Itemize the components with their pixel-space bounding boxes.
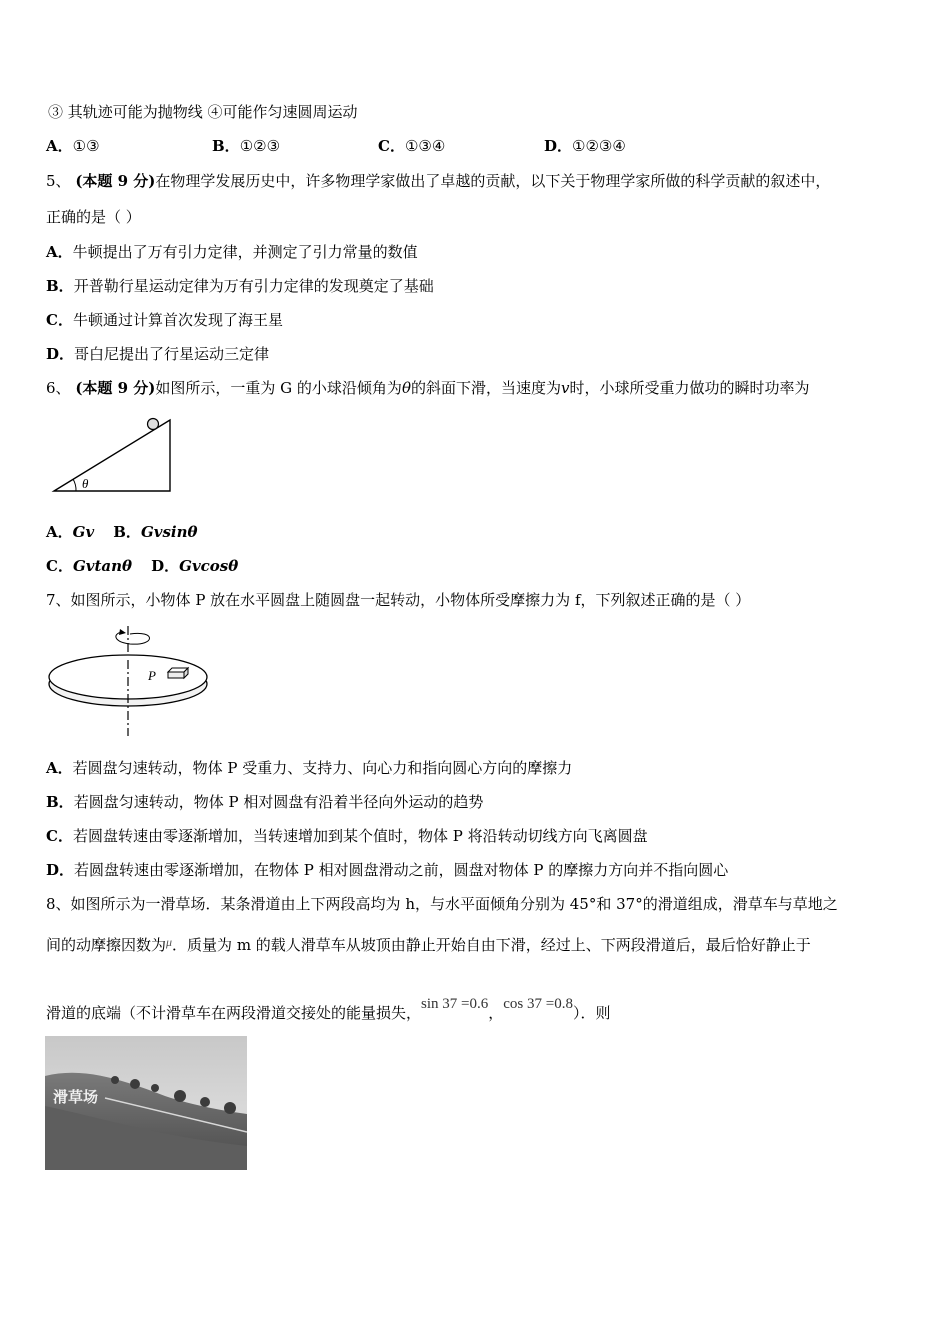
ball: [148, 419, 159, 430]
q6-options-row1: [46, 522, 198, 542]
q6-stem: 6、 (本题 9 分)如图所示，一重为 G 的小球沿倾角为θ的斜面下滑，当速度为v时，小球所受重力做功的瞬时功率为: [46, 379, 810, 397]
q4-statements: ③ 其轨迹可能为抛物线 ④可能作匀速圆周运动: [48, 103, 358, 121]
q5-option-d[interactable]: D．哥白尼提出了行星运动三定律: [46, 345, 270, 363]
grass-ski-photo: [45, 1036, 247, 1170]
mu-symbol: μ: [166, 935, 173, 949]
q5-stem-text: 在物理学发展历史中，许多物理学家做出了卓越的贡献，以下关于物理学家所做的科学贡献的叙述中，: [155, 172, 831, 190]
q5-stem-line2: 正确的是（ ）: [46, 208, 141, 226]
q6-score: (本题 9 分): [75, 379, 156, 397]
q4-option-a[interactable]: A．①③: [46, 137, 100, 155]
turntable-figure: [46, 624, 212, 738]
q5-option-b[interactable]: B．开普勒行星运动定律为万有引力定律的发现奠定了基础: [46, 277, 434, 295]
theta-label: θ: [82, 476, 89, 491]
formula-sin37: sin 37 =0.6: [421, 996, 489, 1012]
q8-stem-line2: 间的动摩擦因数为$^\mu$．质量为 m 的载人滑草车从坡顶由静止开始自由下滑，经过上、下两段滑道后，最后恰好静止于: [46, 935, 811, 954]
q6-option-c[interactable]: C．Gvtanθ: [46, 557, 133, 575]
q5-option-c[interactable]: C．牛顿通过计算首次发现了海王星: [46, 311, 283, 329]
q5-option-a[interactable]: A．牛顿提出了万有引力定律，并测定了引力常量的数值: [46, 243, 418, 261]
photo-sign-text: 滑草场: [53, 1090, 99, 1106]
q7-stem: [46, 590, 750, 610]
q7-stem-text: 如图所示，小物体 P 放在水平圆盘上随圆盘一起转动，小物体所受摩擦力为 f，下列叙述正确的是（ ）: [70, 591, 751, 609]
q6-option-a[interactable]: A．Gv: [46, 523, 95, 541]
q8-stem-line3: 滑道的底端（不计滑草车在两段滑道交接处的能量损失，sin 37 =0.6，cos 37 =0.8）．则: [46, 996, 611, 1022]
q7-number: 7、: [46, 591, 71, 609]
rotation-arrowhead: [119, 629, 126, 635]
block-p-front: [168, 672, 184, 678]
q4-options: [46, 136, 626, 156]
q4-option-d[interactable]: D．①②③④: [544, 137, 626, 155]
q4-option-c[interactable]: C．①③④: [378, 137, 446, 155]
q5-score: (本题 9 分): [75, 172, 156, 190]
angle-arc: [73, 479, 76, 491]
p-label: P: [148, 668, 156, 683]
q6-option-d[interactable]: D．Gvcosθ: [151, 557, 239, 575]
q6-number: 6、: [46, 379, 71, 397]
q5-number: 5、: [46, 172, 71, 190]
q4-option-b[interactable]: B．①②③: [212, 137, 281, 155]
q8-number: 8、: [46, 895, 71, 913]
q7-option-d[interactable]: D．若圆盘转速由零逐渐增加，在物体 P 相对圆盘滑动之前，圆盘对物体 P 的摩擦力方向并不指向圆心: [46, 861, 729, 879]
q6-options-row2: [46, 556, 238, 576]
q6-option-b[interactable]: B．Gvsinθ: [113, 523, 198, 541]
q7-option-c[interactable]: C．若圆盘转速由零逐渐增加，当转速增加到某个值时，物体 P 将沿转动切线方向飞离圆盘: [46, 827, 648, 845]
q5-stem-line1: [46, 171, 830, 191]
q7-option-b[interactable]: B．若圆盘匀速转动，物体 P 相对圆盘有沿着半径向外运动的趋势: [46, 793, 484, 811]
q7-option-a[interactable]: A．若圆盘匀速转动，物体 P 受重力、支持力、向心力和指向圆心方向的摩擦力: [46, 759, 573, 777]
incline-triangle: [54, 420, 170, 491]
incline-figure: [48, 412, 178, 498]
q8-stem-line1: 8、如图所示为一滑草场．某条滑道由上下两段高均为 h，与水平面倾角分别为 45°和 37°的滑道组成，滑草车与草地之: [46, 895, 838, 913]
formula-cos37: cos 37 =0.8: [503, 996, 573, 1012]
